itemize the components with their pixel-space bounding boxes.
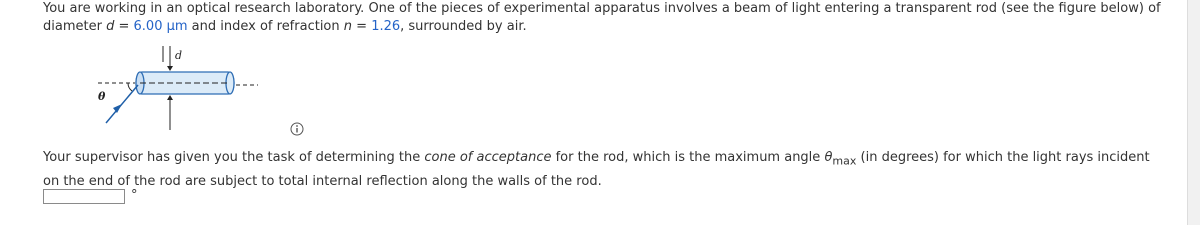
answer-input[interactable] (43, 189, 125, 204)
info-icon[interactable] (290, 122, 304, 136)
question-text (43, 148, 1163, 192)
equals-2: = (352, 19, 372, 34)
rod-figure (70, 38, 270, 138)
n-value: 1.26 (371, 19, 401, 34)
d-label: d (175, 49, 183, 62)
theta-symbol: θ (824, 150, 833, 165)
d-bottom-arrowhead (167, 95, 173, 100)
angle-arc (128, 83, 132, 91)
equals-1: = (114, 19, 134, 34)
intro-text-3: , surrounded by air. (400, 19, 527, 34)
d-top-arrowhead (167, 66, 173, 71)
theta-subscript: max (832, 154, 857, 168)
theta-label: θ (98, 90, 106, 103)
intro-text-2: and index of refraction (187, 19, 344, 34)
d-unit: μm (162, 19, 188, 34)
cone-of-acceptance: cone of acceptance (424, 150, 552, 165)
d-symbol: d (106, 19, 115, 34)
incident-ray-arrowhead (113, 104, 122, 113)
intro-text-1: You are working in an optical research laboratory. One of the pieces of experimental apparatus involves a beam of light entering a transparent rod (see the figure below) of diameter (43, 1, 1161, 34)
n-symbol: n (343, 19, 353, 34)
d-value: 6.00 (133, 19, 163, 34)
question-text-3: (in degrees) for which the light rays incident on the end of the rod are subject to total internal reflection along the walls of the rod. (43, 150, 1150, 189)
question-text-2: for the rod, which is the maximum angle (551, 150, 825, 165)
question-text-1: Your supervisor has given you the task of determining the (43, 150, 425, 165)
degree-unit: ° (131, 188, 138, 203)
problem-statement (43, 0, 1163, 36)
right-panel-edge (1187, 0, 1200, 225)
